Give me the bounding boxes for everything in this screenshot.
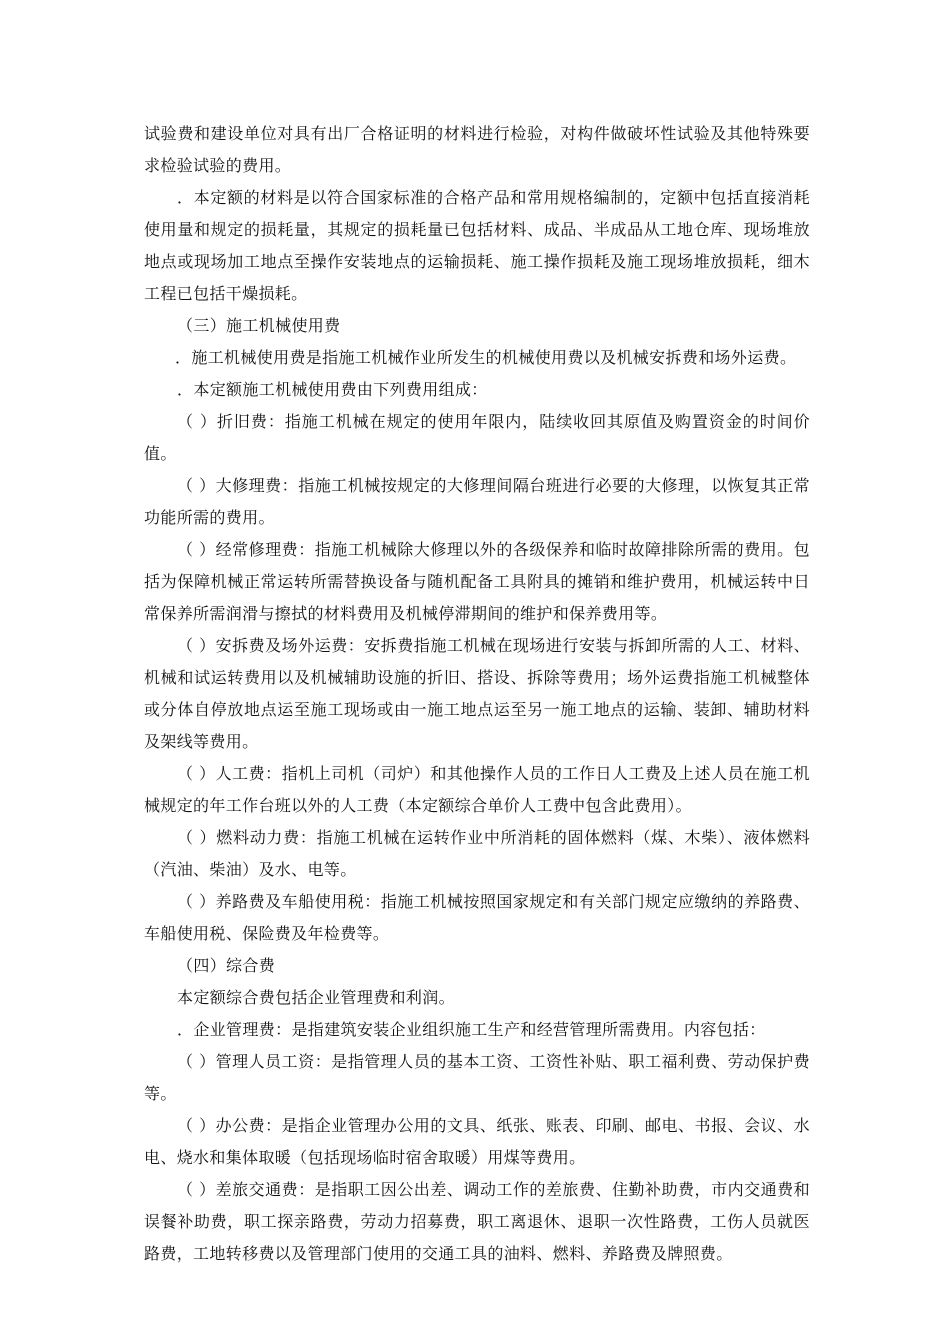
document-body: [144, 118, 810, 1270]
list-item-office-fees: （ ）办公费：是指企业管理办公用的文具、纸张、账表、印刷、邮电、书报、会议、水电、烧水和集体取暖（包括现场临时宿舍取暖）用煤等费用。: [144, 1116, 810, 1167]
heading-machinery-fees: （三）施工机械使用费: [177, 316, 341, 335]
list-item-depreciation: （ ）折旧费：指施工机械在规定的使用年限内，陆续收回其原值及购置资金的时间价值。: [144, 412, 810, 463]
paragraph-management-fees: ．企业管理费：是指建筑安装企业组织施工生产和经营管理所需费用。内容包括：: [177, 1020, 766, 1039]
paragraph-material-standards: ．本定额的材料是以符合国家标准的合格产品和常用规格编制的，定额中包括直接消耗使用量和规定的损耗量，其规定的损耗量已包括材料、成品、半成品从工地仓库、现场堆放地点或现场加工地点至操作安装地点的运输损耗、施工操作损耗及施工现场堆放损耗，细木工程已包括干燥损耗。: [144, 188, 810, 303]
list-item-overhaul: （ ）大修理费：指施工机械按规定的大修理间隔台班进行必要的大修理，以恢复其正常功能所需的费用。: [144, 476, 810, 527]
list-item-management-salary: （ ）管理人员工资：是指管理人员的基本工资、工资性补贴、职工福利费、劳动保护费等。: [144, 1052, 810, 1103]
list-item-fuel-power: （ ）燃料动力费：指施工机械在运转作业中所消耗的固体燃料（煤、木柴）、液体燃料（汽油、柴油）及水、电等。: [144, 828, 810, 879]
list-item-labor: （ ）人工费：指机上司机（司炉）和其他操作人员的工作日人工费及上述人员在施工机械规定的年工作台班以外的人工费（本定额综合单价人工费中包含此费用）。: [144, 764, 810, 815]
list-item-installation-transport: （ ）安拆费及场外运费：安拆费指施工机械在现场进行安装与拆卸所需的人工、材料、机械和试运转费用以及机械辅助设施的折旧、搭设、拆除等费用；场外运费指施工机械整体或分体自停放地点运至施工现场或由一施工地点运至另一施工地点的运输、装卸、辅助材料及架线等费用。: [144, 636, 810, 751]
heading-comprehensive-fees: （四）综合费: [177, 956, 276, 975]
paragraph-machinery-composition: ．本定额施工机械使用费由下列费用组成：: [177, 380, 488, 399]
list-item-road-tax: （ ）养路费及车船使用税：指施工机械按照国家规定和有关部门规定应缴纳的养路费、车船使用税、保险费及年检费等。: [144, 892, 810, 943]
paragraph-comprehensive-definition: 本定额综合费包括企业管理费和利润。: [177, 988, 455, 1007]
list-item-travel-fees: （ ）差旅交通费：是指职工因公出差、调动工作的差旅费、住勤补助费，市内交通费和误餐补助费，职工探亲路费，劳动力招募费，职工离退休、退职一次性路费，工伤人员就医路费，工地转移费以及管理部门使用的交通工具的油料、燃料、养路费及牌照费。: [144, 1180, 810, 1263]
list-item-regular-repair: （ ）经常修理费：指施工机械除大修理以外的各级保养和临时故障排除所需的费用。包括为保障机械正常运转所需替换设备与随机配备工具附具的摊销和维护费用，机械运转中日常保养所需润滑与擦拭的材料费用及机械停滞期间的维护和保养费用等。: [144, 540, 810, 623]
paragraph-test-fees-continued: 试验费和建设单位对具有出厂合格证明的材料进行检验，对构件做破坏性试验及其他特殊要求检验试验的费用。: [144, 124, 810, 175]
paragraph-machinery-definition: ．施工机械使用费是指施工机械作业所发生的机械使用费以及机械安拆费和场外运费。: [175, 348, 797, 367]
